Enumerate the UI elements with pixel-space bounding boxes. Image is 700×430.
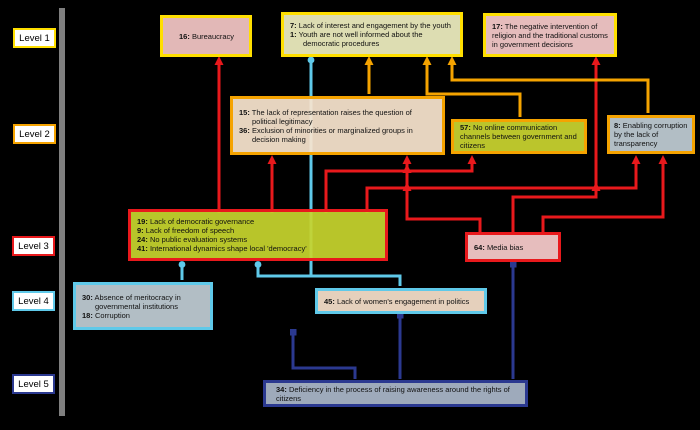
box-entry [137,217,379,226]
entry-number: 1: [290,30,297,39]
entry-text: Exclusion of minorities or marginalized groups in decision making [251,125,413,144]
entry-number: 57: [460,123,471,132]
entry-number: 9: [137,226,144,235]
box-entry [137,235,379,244]
entry-number: 30: [82,292,93,302]
box-entry [290,21,454,30]
arrow-34-to-64 [510,261,517,379]
box-57-no-online-channels [451,119,587,154]
box-entry [460,123,578,150]
box-entry [492,22,608,49]
box-entry [137,226,379,235]
level-4-text: Level 4 [18,295,49,307]
entry-text: Bureaucracy [191,31,235,41]
entry-number: 36: [239,125,250,135]
level-1-label [13,28,56,48]
box-15-36-representation [230,96,445,155]
box-30-18-meritocracy-corruption [73,282,213,330]
box-17-religion [483,13,617,57]
level-5-label [12,374,55,394]
box-7-1-youth [281,12,463,57]
box-entry [614,121,688,148]
box-19-9-24-41-governance [128,209,388,261]
entry-text: Lack of women's engagement in politics [336,296,470,306]
box-entry [239,108,436,126]
entry-number: 45: [324,296,335,306]
box-entry [474,243,552,252]
box-45-women-engagement [315,288,487,314]
arrow-19-to-16 [215,56,224,213]
entry-text: Lack of interest and engagement by the youth [298,21,451,30]
entry-number: 15: [239,107,250,117]
entry-number: 7: [290,21,297,30]
entry-text: Corruption [94,310,130,320]
arrow-15-to-7 [365,56,374,94]
level-3-text: Level 3 [18,240,49,252]
box-entry [290,30,454,48]
arrow-8-to-7 [448,56,649,113]
entry-text: Lack of democratic governance [149,217,255,226]
entry-number: 19: [137,217,148,226]
arrow-19-to-57 [326,155,477,213]
level-4-label [12,291,55,311]
entry-text: Absence of meritocracy in governmental institutions [94,292,181,311]
box-34-awareness-rights [263,380,528,407]
entry-number: 34: [276,384,287,394]
box-64-media-bias [465,232,561,262]
box-entry [239,126,436,144]
entry-text: Deficiency in the process of raising awareness around the rights of citizens [276,384,510,403]
arrow-64-to-15 [403,155,481,234]
entry-number: 18: [82,310,93,320]
arrow-34-to-30 [290,329,355,379]
level-3-label [12,236,55,256]
level-1-text: Level 1 [19,32,50,44]
entry-text: No online communication channels between government and citizens [460,123,577,150]
box-entry [276,385,519,403]
box-entry [324,297,478,306]
entry-text: International dynamics shape local 'democracy' [149,244,307,253]
entry-text: Lack of freedom of speech [145,226,235,235]
box-entry [137,244,379,253]
arrow-64-to-8 [543,155,668,234]
entry-text: The negative intervention of religion and the traditional customs in government decisions [492,21,608,49]
arrow-19-to-15 [268,155,277,213]
arrow-45-to-19 [255,261,400,286]
box-8-corruption-transparency [607,115,695,154]
level-2-text: Level 2 [19,128,50,140]
entry-number: 8: [614,121,621,130]
entry-number: 64: [474,242,485,252]
arrow-34-to-45 [397,312,404,379]
entry-number: 17: [492,21,503,31]
entry-number: 41: [137,244,148,253]
arrow-30-to-19 [179,261,186,280]
level-2-label [13,124,56,144]
level-5-text: Level 5 [18,378,49,390]
entry-number: 16: [179,31,190,41]
box-16-bureaucracy [160,15,252,57]
entry-text: The lack of representation raises the question of political legitimacy [251,107,412,126]
box-entry [179,32,243,41]
box-entry [82,293,204,311]
entry-number: 24: [137,235,148,244]
box-entry [82,311,204,320]
entry-text: Media bias [486,242,524,252]
entry-text: Enabling corruption by the lack of transparency [614,121,688,148]
entry-text: Youth are not well informed about the democratic procedures [298,30,423,48]
entry-text: No public evaluation systems [149,235,248,244]
